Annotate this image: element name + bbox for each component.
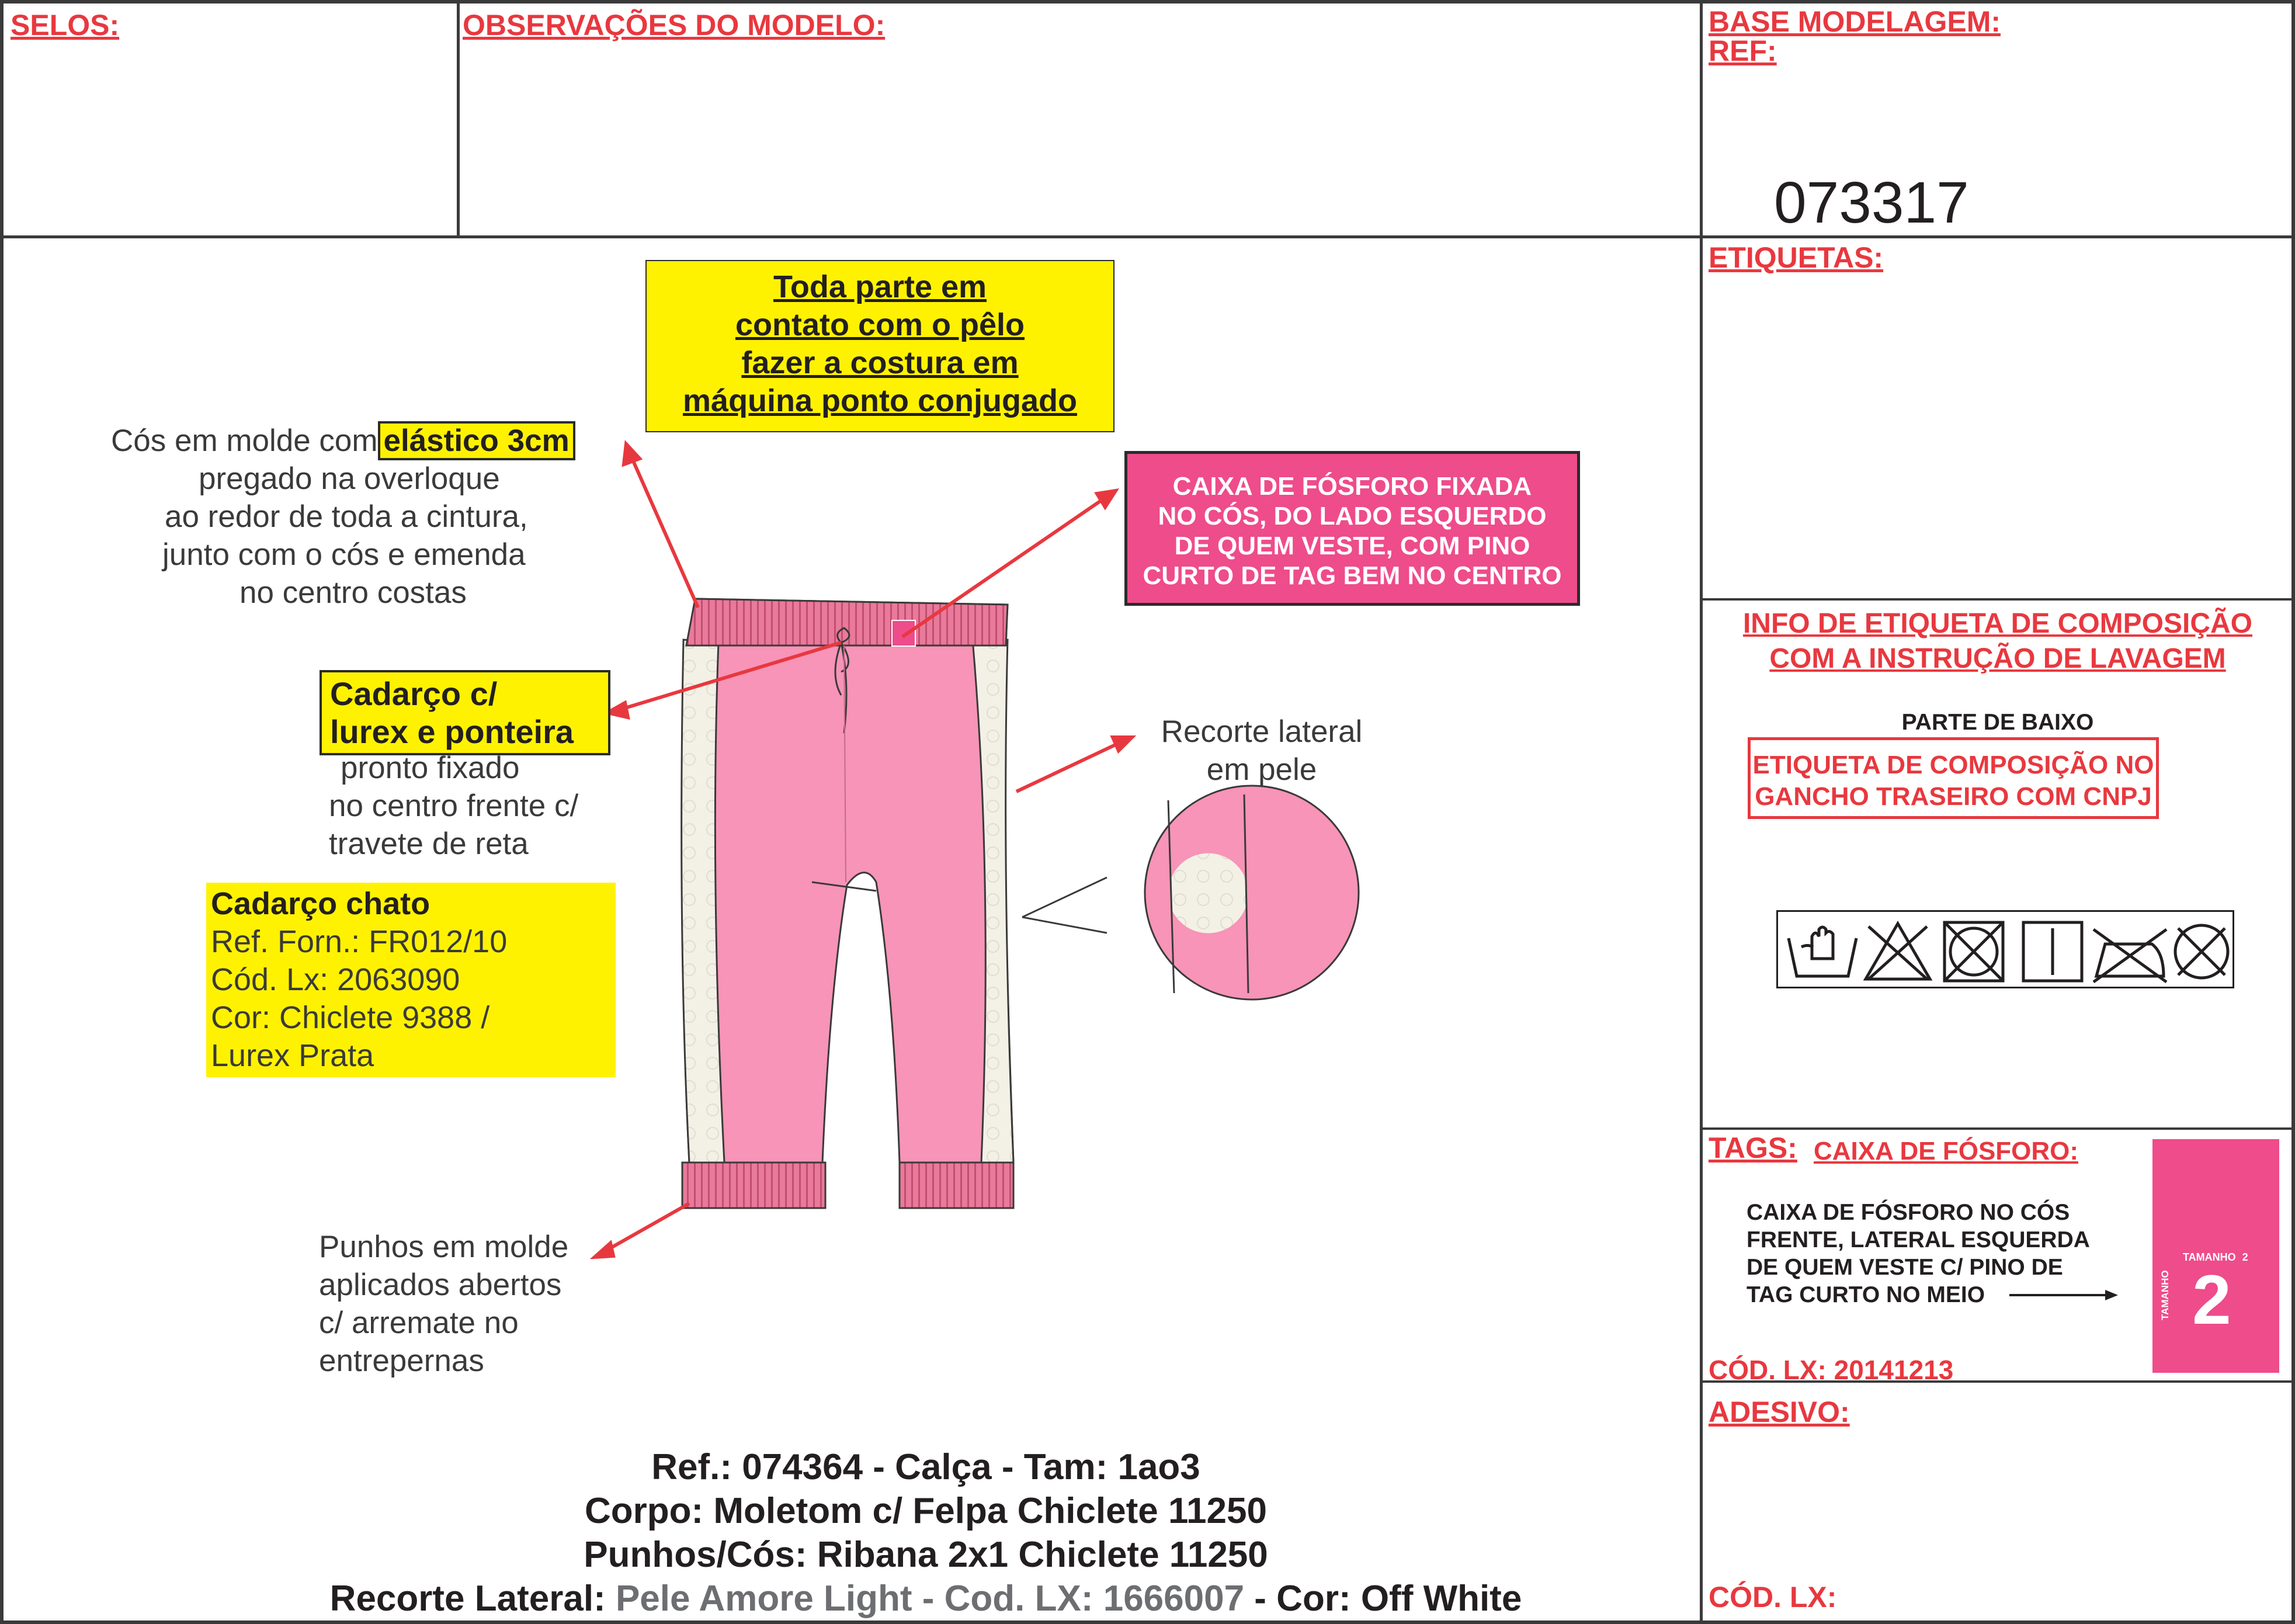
note-cos: [111, 422, 637, 612]
etiquetas-divider: [1701, 598, 2295, 601]
arrow-elastico: [631, 456, 698, 608]
no-dry-clean-icon: [2175, 925, 2228, 978]
tags-text-line2: FRENTE, LATERAL ESQUERDA: [1747, 1227, 2090, 1252]
note-cadarco-line5: travete de reta: [329, 827, 529, 861]
note-cadarco-line2: lurex e ponteira: [330, 713, 574, 750]
etiqueta-comp-box: [1748, 737, 2159, 819]
info-etiqueta-heading: [1706, 606, 2290, 676]
note-toda-parte-line3: fazer a costura em: [741, 345, 1019, 380]
cod-lx-adesivo: CÓD. LX:: [1709, 1581, 1837, 1613]
note-punhos-line2: aplicados abertos: [319, 1268, 562, 1302]
tags-text-line1: CAIXA DE FÓSFORO NO CÓS: [1747, 1200, 2070, 1225]
caption-line4: Recorte Lateral: Pele Amore Light - Cod. LX: 1666007 - Cor: Off White: [329, 1578, 1522, 1619]
info-etiqueta-line1: INFO DE ETIQUETA DE COMPOSIÇÃO: [1742, 608, 2253, 639]
note-cadarco-chato: [206, 883, 616, 1077]
chato-title: Cadarço chato: [211, 886, 430, 921]
etiqueta-comp-line2: GANCHO TRASEIRO COM CNPJ: [1755, 782, 2152, 811]
care-symbols-box: [1776, 910, 2234, 988]
ref-label: REF:: [1709, 34, 1777, 67]
caption-line3: Punhos/Cós: Ribana 2x1 Chiclete 11250: [584, 1535, 1268, 1575]
note-toda-parte-line2: contato com o pêlo: [735, 307, 1025, 342]
tags-label: TAGS:: [1709, 1132, 1797, 1164]
info-etiqueta-line2: COM A INSTRUÇÃO DE LAVAGEM: [1769, 643, 2226, 674]
pants-body: [683, 599, 1013, 1163]
observacoes-label: OBSERVAÇÕES DO MODELO:: [463, 9, 886, 41]
note-punhos: [319, 1228, 568, 1380]
chato-cor: Cor: Chiclete 9388 /: [211, 1000, 490, 1035]
note-cadarco-line4: no centro frente c/: [329, 789, 579, 823]
caption-line2: Corpo: Moletom c/ Felpa Chiclete 11250: [585, 1491, 1267, 1531]
note-cadarco-line3: pronto fixado: [341, 751, 520, 785]
tag-tamanho-vertical: TAMANHO: [2159, 1270, 2171, 1320]
note-caixa-line2: NO CÓS, DO LADO ESQUERDO: [1158, 502, 1547, 530]
note-cadarco-rest: [329, 749, 578, 863]
note-cos-line1: Cós em molde com elástico 3cm: [111, 422, 637, 460]
ref-value: 073317: [1774, 170, 1969, 235]
note-recorte-line1: Recorte lateral: [1161, 714, 1363, 749]
note-cos-line5: no centro costas: [239, 575, 467, 610]
tag-size-big: 2: [2192, 1261, 2231, 1339]
tags-divider: [1701, 1127, 2295, 1130]
note-recorte-line2: em pele: [1206, 752, 1317, 787]
chato-lurex: Lurex Prata: [211, 1038, 374, 1073]
note-cos-line2: pregado na overloque: [199, 461, 500, 496]
elastico-highlight: elástico 3cm: [378, 421, 575, 460]
cod-lx-tags: CÓD. LX: 20141213: [1709, 1355, 1954, 1385]
no-bleach-icon: [1866, 924, 1930, 979]
note-toda-parte-line4: máquina ponto conjugado: [683, 383, 1077, 418]
note-cadarco-line1: Cadarço c/: [330, 675, 498, 712]
caption-line1: Ref.: 074364 - Calça - Tam: 1ao3: [651, 1447, 1200, 1487]
note-cos-line3: ao redor de toda a cintura,: [165, 499, 528, 534]
tags-text: [1747, 1199, 2090, 1309]
note-recorte: [1145, 713, 1379, 789]
adesivo-label: ADESIVO:: [1709, 1396, 1850, 1428]
note-cos-line4: junto com o cós e emenda: [162, 537, 526, 572]
parte-de-baixo: PARTE DE BAIXO: [1901, 710, 2094, 735]
arrow-recorte: [1016, 742, 1122, 792]
cuff-right: [900, 1163, 1013, 1208]
chato-cod: Cód. Lx: 2063090: [211, 962, 460, 997]
note-punhos-line1: Punhos em molde: [319, 1230, 569, 1264]
tags-text-line3: DE QUEM VESTE C/ PINO DE: [1747, 1255, 2063, 1280]
note-punhos-line4: entrepernas: [319, 1344, 484, 1378]
no-iron-icon: [2093, 929, 2166, 982]
caixa-fosforo-label: CAIXA DE FÓSFORO:: [1814, 1137, 2079, 1165]
chato-ref: Ref. Forn.: FR012/10: [211, 924, 508, 959]
tag-tamanho-small: TAMANHO 2: [2183, 1251, 2248, 1263]
etiqueta-comp-line1: ETIQUETA DE COMPOSIÇÃO NO: [1752, 751, 2154, 779]
note-punhos-line3: c/ arremate no: [319, 1306, 519, 1340]
no-tumble-dry-icon: [1945, 922, 2003, 981]
waistband-tag: [892, 620, 915, 646]
note-toda-parte-line1: Toda parte em: [773, 269, 987, 304]
note-caixa-line3: DE QUEM VESTE, COM PINO: [1174, 532, 1530, 560]
care-symbols: [1778, 912, 2236, 990]
arrow-punhos: [602, 1203, 689, 1253]
selos-label: SELOS:: [11, 9, 120, 41]
note-caixa-line1: CAIXA DE FÓSFORO FIXADA: [1172, 472, 1532, 501]
note-caixa-fosforo: [1124, 451, 1580, 606]
note-caixa-line4: CURTO DE TAG BEM NO CENTRO: [1143, 561, 1562, 590]
detail-pointer: [1022, 877, 1107, 933]
note-cadarco-highlight: [320, 670, 610, 755]
note-toda-parte: [645, 260, 1114, 432]
tags-text-line4: TAG CURTO NO MEIO: [1747, 1282, 1985, 1307]
hand-wash-icon: [1789, 927, 1856, 976]
etiquetas-label: ETIQUETAS:: [1709, 241, 1884, 274]
matchbox-tag: [2152, 1139, 2279, 1373]
product-caption: [175, 1445, 1676, 1620]
cuff-left: [682, 1163, 825, 1208]
line-dry-icon: [2023, 922, 2082, 981]
base-modelagem-label: BASE MODELAGEM:: [1709, 5, 2001, 38]
